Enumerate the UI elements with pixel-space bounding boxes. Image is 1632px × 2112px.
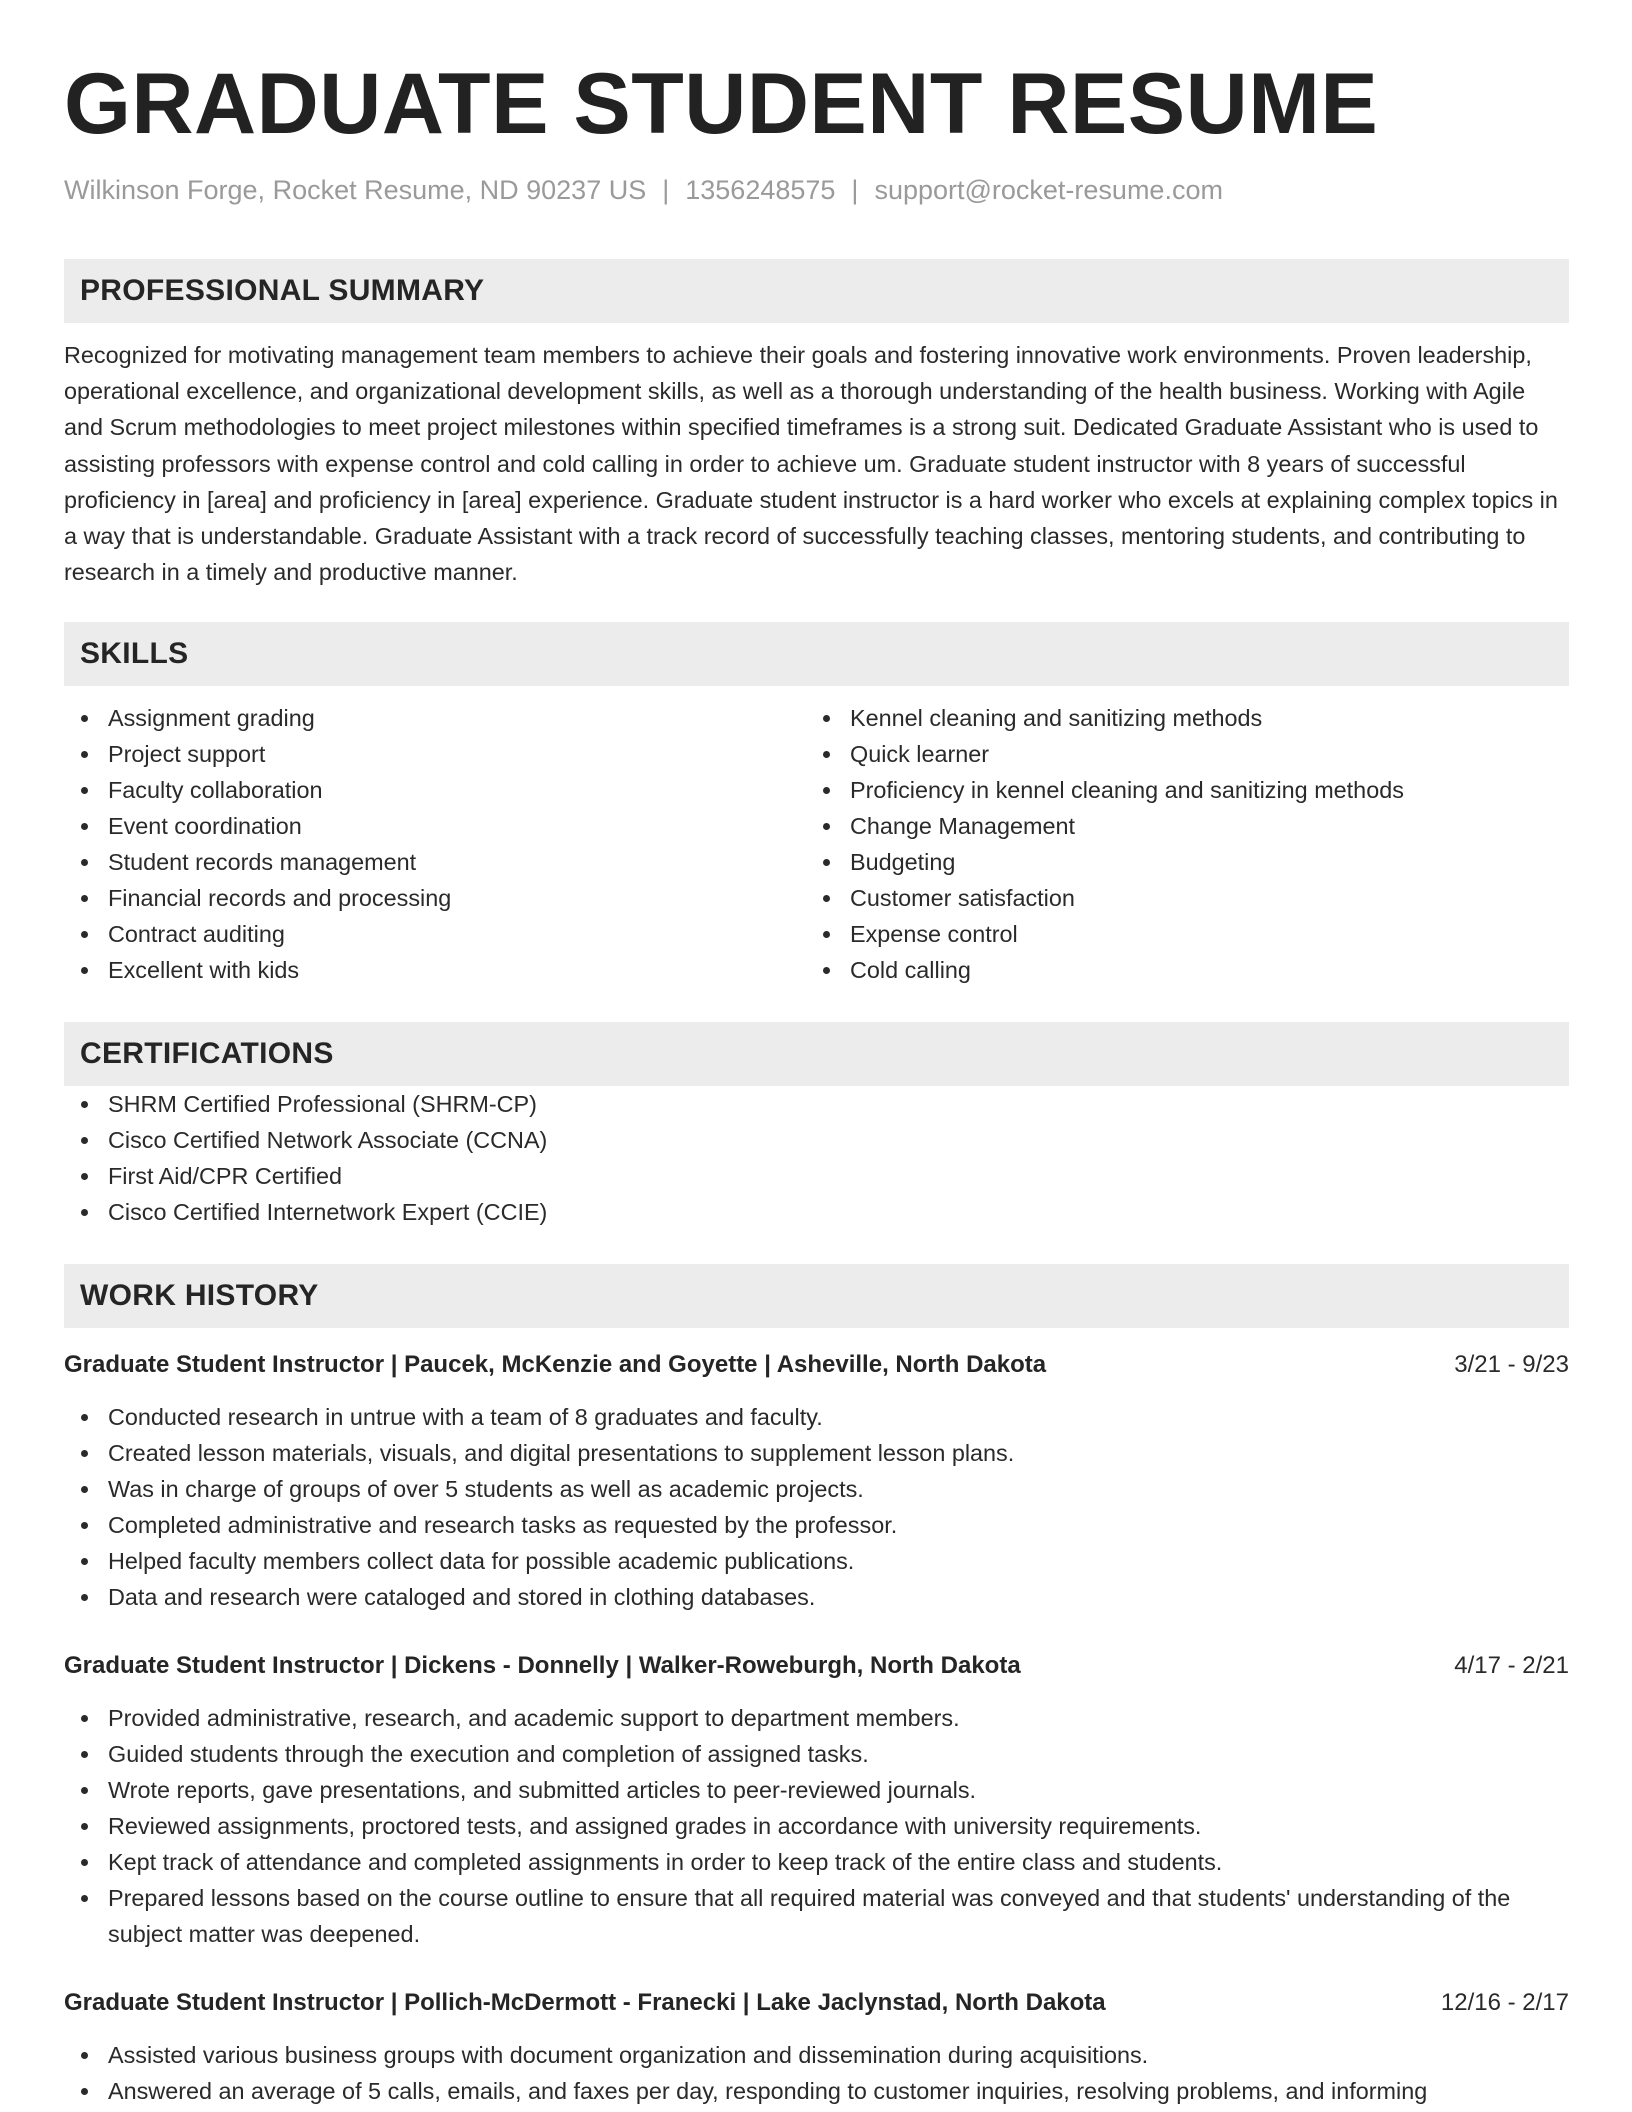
job-duty-item: Was in charge of groups of over 5 students as well as academic projects. <box>64 1471 1569 1507</box>
job-duty-item: Completed administrative and research tasks as requested by the professor. <box>64 1507 1569 1543</box>
contact-email[interactable]: support@rocket-resume.com <box>874 175 1223 205</box>
certifications-list <box>64 1086 1569 1230</box>
job-duty-item: Prepared lessons based on the course outline to ensure that all required material was conveyed and that students' understanding of the subject matter was deepened. <box>64 1880 1569 1952</box>
skill-item: Faculty collaboration <box>64 772 806 808</box>
section-heading-certifications: CERTIFICATIONS <box>64 1022 1569 1086</box>
job-duty-item: Answered an average of 5 calls, emails, and faxes per day, responding to customer inquiries, resolving problems, and informing <box>64 2073 1569 2109</box>
skill-item: Kennel cleaning and sanitizing methods <box>806 700 1548 736</box>
job-duty-item: Wrote reports, gave presentations, and submitted articles to peer-reviewed journals. <box>64 1772 1569 1808</box>
skill-item: Customer satisfaction <box>806 880 1548 916</box>
section-heading-summary: PROFESSIONAL SUMMARY <box>64 259 1569 323</box>
job-duty-item: Assisted various business groups with document organization and dissemination during acquisitions. <box>64 2037 1569 2073</box>
skills-columns <box>64 700 1569 988</box>
job-entry <box>64 1986 1569 2109</box>
skill-item: Project support <box>64 736 806 772</box>
skill-item: Proficiency in kennel cleaning and sanitizing methods <box>806 772 1548 808</box>
job-title: Graduate Student Instructor | Pollich-McDermott - Franecki | Lake Jaclynstad, North Dakota <box>64 1989 1106 2017</box>
skill-item: Excellent with kids <box>64 952 806 988</box>
skill-item: Financial records and processing <box>64 880 806 916</box>
certification-item: Cisco Certified Network Associate (CCNA) <box>64 1122 1569 1158</box>
section-heading-skills: SKILLS <box>64 622 1569 686</box>
job-duty-item: Helped faculty members collect data for possible academic publications. <box>64 1543 1569 1579</box>
certification-item: SHRM Certified Professional (SHRM-CP) <box>64 1086 1569 1122</box>
job-duties-list <box>64 2037 1569 2109</box>
job-dates: 4/17 - 2/21 <box>1454 1652 1569 1680</box>
job-dates: 3/21 - 9/23 <box>1454 1351 1569 1379</box>
contact-separator: | <box>662 175 670 205</box>
certification-item: Cisco Certified Internetwork Expert (CCIE) <box>64 1194 1569 1230</box>
summary-text: Recognized for motivating management team members to achieve their goals and fostering innovative work environments. Proven leadership, operational excellence, and organizational development skills, as well as a thorough understanding of the health business. Working with Agile and Scrum methodologies to meet project milestones within specified timeframes is a strong suit. Dedicated Graduate Assistant who is used to assisting professors with expense control and cold calling in order to achieve um. Graduate student instructor with 8 years of successful proficiency in [area] and proficiency in [area] experience. Graduate student instructor is a hard worker who excels at explaining complex topics in a way that is understandable. Graduate Assistant with a track record of successfully teaching classes, mentoring students, and contributing to research in a timely and productive manner. <box>64 342 1558 586</box>
job-dates: 12/16 - 2/17 <box>1440 1989 1569 2017</box>
job-duty-item: Provided administrative, research, and academic support to department members. <box>64 1700 1569 1736</box>
job-entry <box>64 1348 1569 1615</box>
job-duty-item: Reviewed assignments, proctored tests, and assigned grades in accordance with university requirements. <box>64 1808 1569 1844</box>
job-header <box>64 1348 1569 1382</box>
skill-item: Student records management <box>64 844 806 880</box>
contact-separator: | <box>851 175 859 205</box>
skill-item: Event coordination <box>64 808 806 844</box>
job-duties-list <box>64 1399 1569 1615</box>
job-title: Graduate Student Instructor | Dickens - Donnelly | Walker-Roweburgh, North Dakota <box>64 1652 1021 1680</box>
job-duty-item: Data and research were cataloged and stored in clothing databases. <box>64 1579 1569 1615</box>
job-duty-item: Kept track of attendance and completed assignments in order to keep track of the entire class and students. <box>64 1844 1569 1880</box>
contact-line <box>64 172 1569 208</box>
job-duty-item: Guided students through the execution and completion of assigned tasks. <box>64 1736 1569 1772</box>
job-header <box>64 1986 1569 2020</box>
skill-item: Contract auditing <box>64 916 806 952</box>
job-duty-item: Conducted research in untrue with a team of 8 graduates and faculty. <box>64 1399 1569 1435</box>
skill-item: Cold calling <box>806 952 1548 988</box>
contact-address: Wilkinson Forge, Rocket Resume, ND 90237 US <box>64 175 647 205</box>
skills-list-left <box>64 700 806 988</box>
skill-item: Change Management <box>806 808 1548 844</box>
certification-item: First Aid/CPR Certified <box>64 1158 1569 1194</box>
job-duties-list <box>64 1700 1569 1952</box>
resume-title: GRADUATE STUDENT RESUME <box>64 56 1379 152</box>
skill-item: Assignment grading <box>64 700 806 736</box>
section-heading-work-history: WORK HISTORY <box>64 1264 1569 1328</box>
job-header <box>64 1649 1569 1683</box>
job-entry <box>64 1649 1569 1952</box>
work-history-list <box>64 1348 1569 2109</box>
job-title: Graduate Student Instructor | Paucek, McKenzie and Goyette | Asheville, North Dakota <box>64 1351 1047 1379</box>
skill-item: Quick learner <box>806 736 1548 772</box>
contact-phone: 1356248575 <box>685 175 836 205</box>
skill-item: Expense control <box>806 916 1548 952</box>
job-duty-item: Created lesson materials, visuals, and digital presentations to supplement lesson plans. <box>64 1435 1569 1471</box>
skill-item: Budgeting <box>806 844 1548 880</box>
skills-list-right <box>806 700 1548 988</box>
